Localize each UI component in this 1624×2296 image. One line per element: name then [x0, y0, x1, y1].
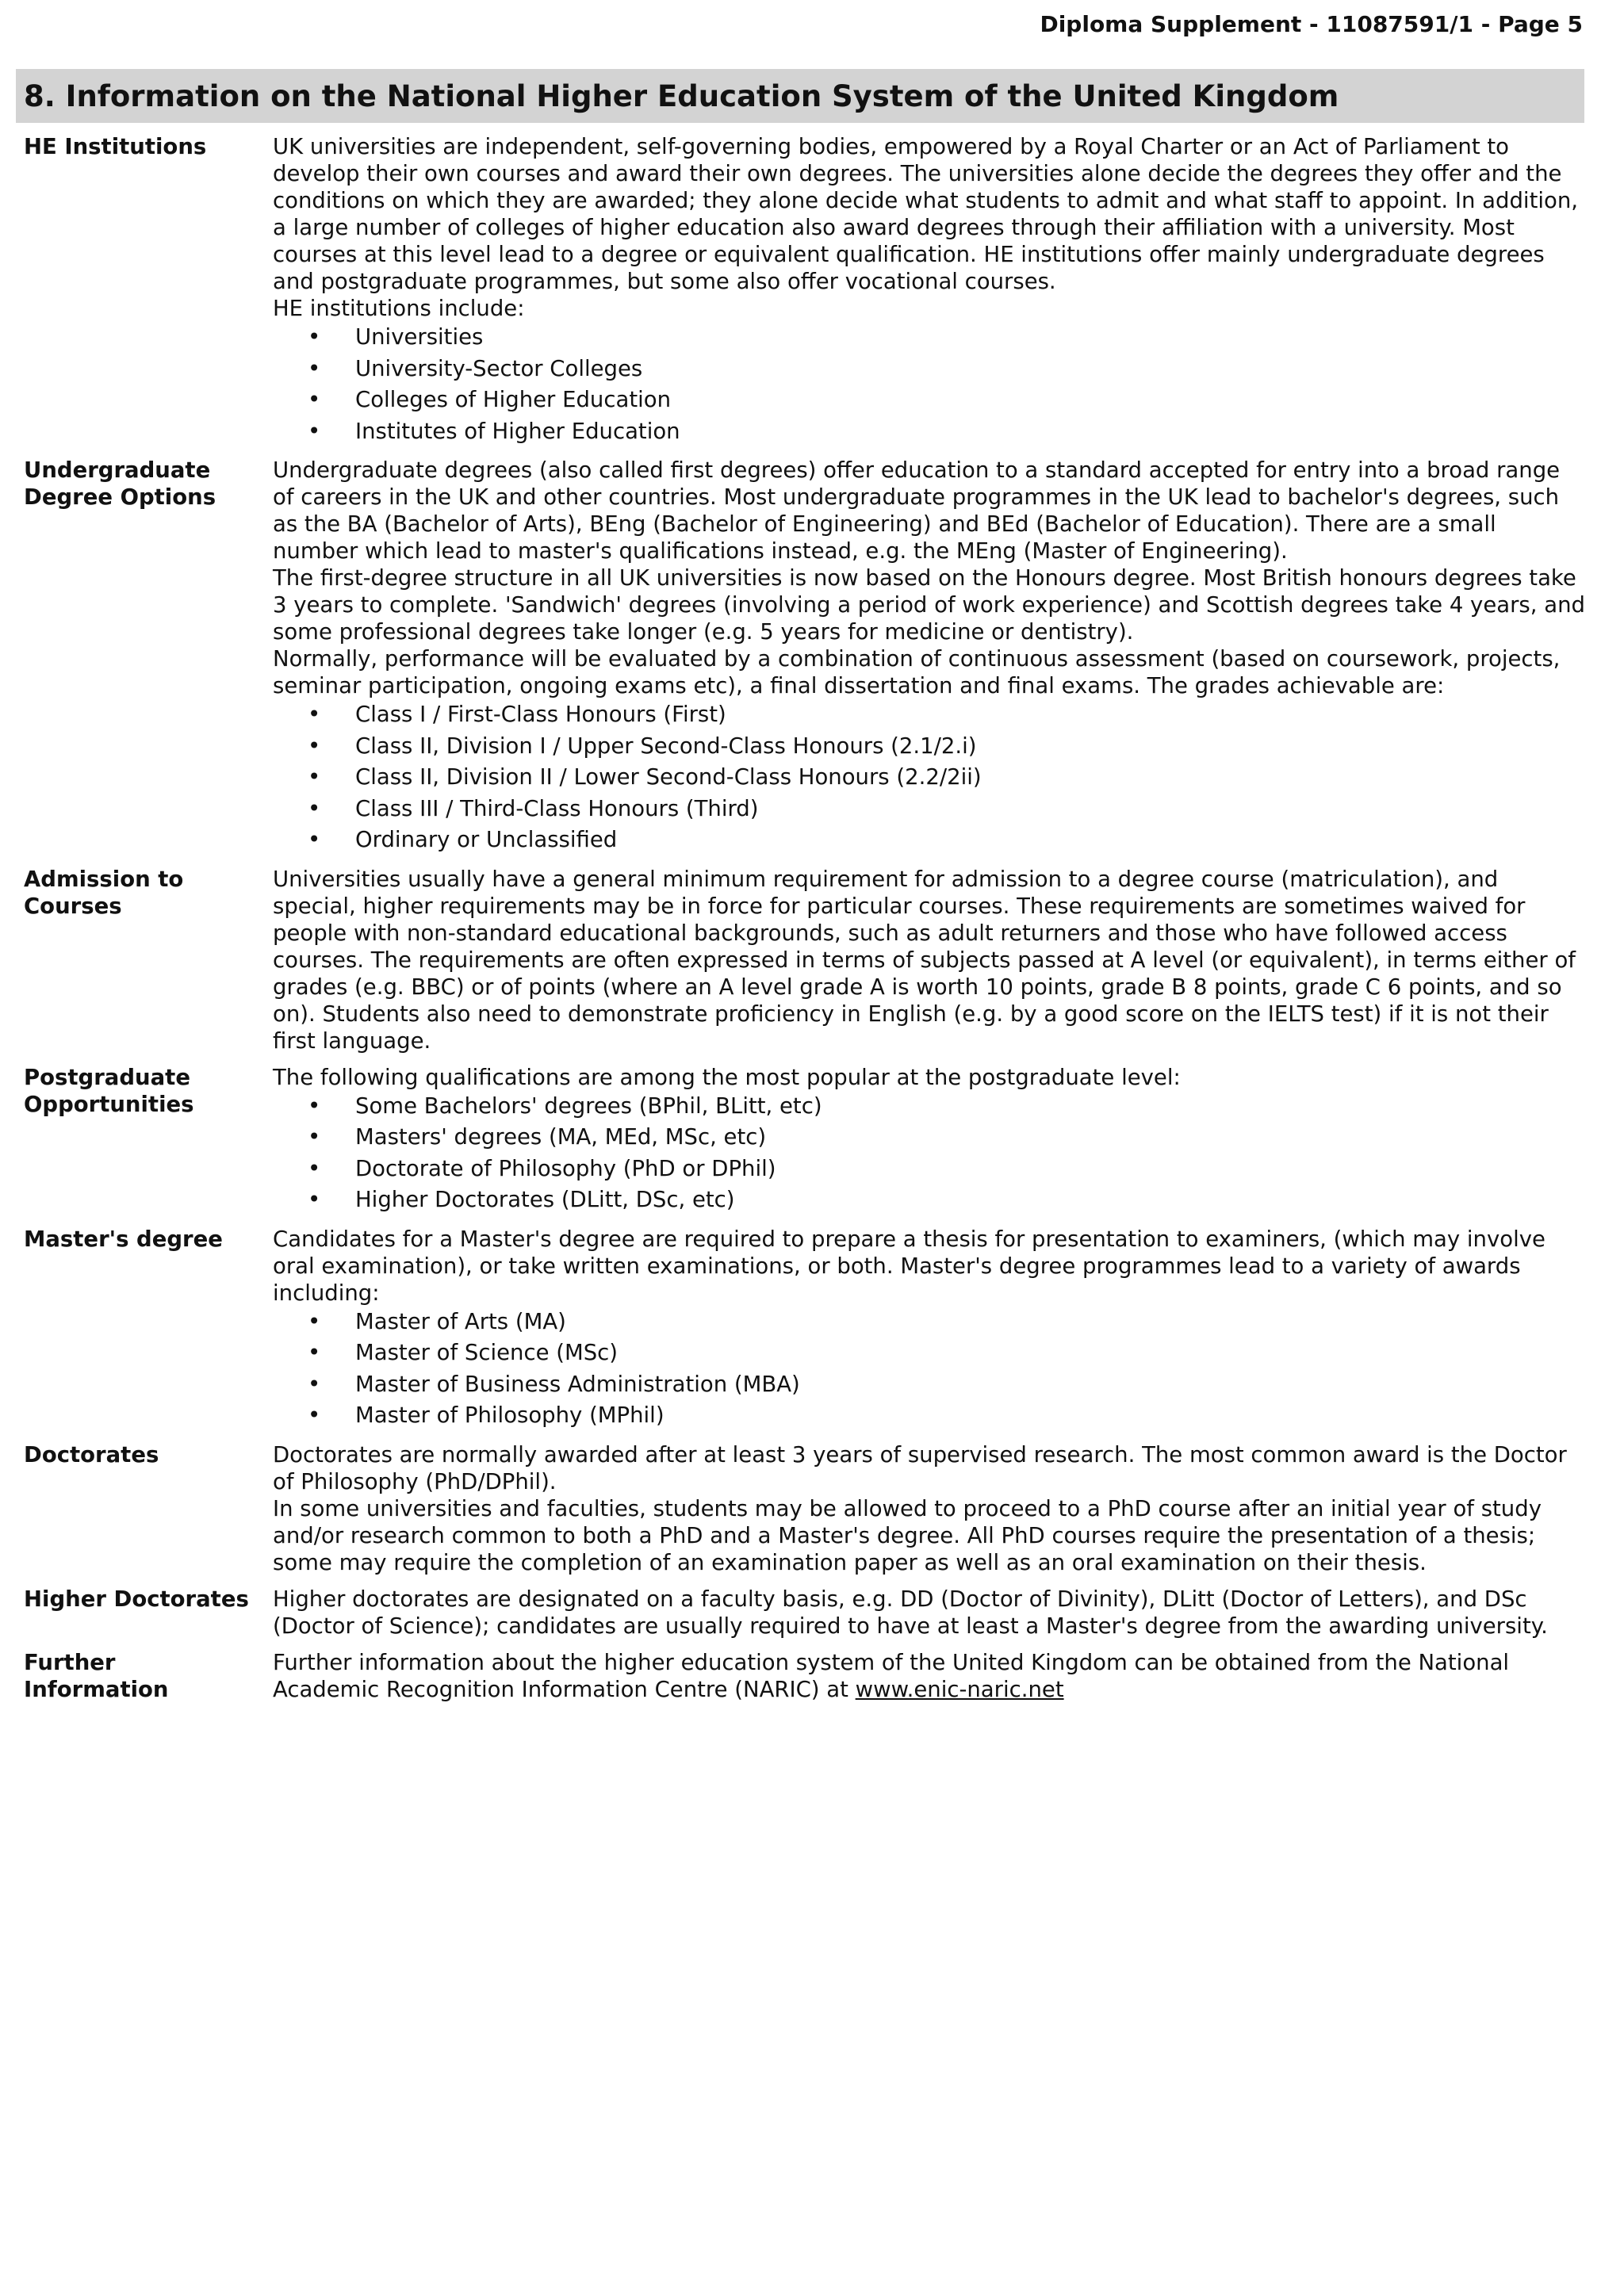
paragraph: Universities usually have a general minimum requirement for admission to a degree course (matriculation), and special, higher requirements may be in force for particular courses. These requirements are sometimes waived for people with non-standard educational backgrounds, such as adult returners and those who have followed access courses. The requirements are often expressed in terms of subjects passed at A level (or equivalent), in terms either of grades (e.g. BBC) or of points (where an A level grade A is worth 10 points, grade B 8 points, grade C 6 points, and so on). Students also need to demonstrate proficiency in English (e.g. by a good score on the IELTS test) if it is not their first language. [273, 866, 1576, 1054]
row-doctorates [24, 1441, 1586, 1576]
row-label-line: Opportunities [24, 1091, 194, 1117]
bullet-icon: • [308, 1340, 321, 1365]
bullet-icon: • [308, 795, 321, 821]
paragraph: The following qualifications are among the most popular at the postgraduate level: [273, 1064, 1181, 1090]
row-label [24, 457, 273, 511]
list-item-text: Colleges of Higher Education [355, 387, 671, 412]
bullet-icon: • [308, 702, 321, 727]
bullet-icon: • [308, 1402, 321, 1428]
row-masters-degree [24, 1226, 1586, 1432]
row-label [24, 1586, 273, 1613]
section-content [24, 133, 1586, 1703]
list-item-text: Master of Science (MSc) [355, 1340, 619, 1365]
section-title-text: 8. Information on the National Higher Education System of the United Kingdom [24, 78, 1339, 113]
list-item-text: Masters' degrees (MA, MEd, MSc, etc) [355, 1124, 767, 1150]
row-admission-to-courses [24, 866, 1586, 1054]
row-label-line: Admission to [24, 866, 184, 892]
row-label-line: Degree Options [24, 484, 216, 510]
bullet-icon: • [308, 387, 321, 412]
paragraph: The first-degree structure in all UK universities is now based on the Honours degree. Most British honours degrees take 3 years to complete. 'Sandwich' degrees (involving a period of work experience) and Scottish degrees take 4 years, and some professional degrees take longer (e.g. 5 years for medicine or dentistry). [273, 565, 1585, 645]
list-item-text: Ordinary or Unclassified [355, 827, 618, 852]
list-item-text: Master of Arts (MA) [355, 1308, 566, 1334]
bullet-icon: • [308, 1124, 321, 1150]
row-label [24, 1649, 273, 1703]
list-item [273, 1184, 1586, 1216]
list-item-text: Class II, Division II / Lower Second-Class Honours (2.2/2ii) [355, 764, 982, 790]
list-item [273, 1122, 1586, 1154]
bullet-list [273, 699, 1586, 856]
row-label-line: HE Institutions [24, 134, 207, 159]
list-item-text: Master of Philosophy (MPhil) [355, 1402, 665, 1428]
bullet-icon: • [308, 764, 321, 790]
list-item-text: Some Bachelors' degrees (BPhil, BLitt, etc) [355, 1093, 822, 1119]
row-body [273, 457, 1586, 856]
row-label-line: Information [24, 1676, 169, 1702]
list-item-text: Higher Doctorates (DLitt, DSc, etc) [355, 1187, 735, 1212]
row-body [273, 1649, 1586, 1703]
row-label [24, 1064, 273, 1118]
bullet-icon: • [308, 1155, 321, 1181]
bullet-list [273, 322, 1586, 447]
bullet-list [273, 1091, 1586, 1216]
list-item-text: Universities [355, 324, 484, 350]
row-body [273, 1226, 1586, 1432]
list-item [273, 1369, 1586, 1401]
row-body [273, 133, 1586, 447]
row-further-information [24, 1649, 1586, 1703]
row-label-line: Further [24, 1649, 116, 1675]
row-label-line: Postgraduate [24, 1064, 190, 1090]
row-body [273, 1586, 1586, 1640]
paragraph: Doctorates are normally awarded after at least 3 years of supervised research. The most common award is the Doctor of Philosophy (PhD/DPhil). [273, 1441, 1567, 1494]
row-undergraduate-degree-options [24, 457, 1586, 856]
list-item [273, 762, 1586, 794]
section-title [16, 69, 1584, 123]
row-label-line: Doctorates [24, 1441, 159, 1468]
row-label [24, 133, 273, 160]
row-body [273, 1064, 1586, 1216]
bullet-icon: • [308, 324, 321, 350]
row-label [24, 866, 273, 920]
paragraph: Normally, performance will be evaluated by a combination of continuous assessment (based on coursework, projects, seminar participation, ongoing exams etc), a final dissertation and final exams. The grades achievable are: [273, 646, 1561, 698]
row-label-line: Undergraduate [24, 457, 211, 483]
list-item-text: Class II, Division I / Upper Second-Class Honours (2.1/2.i) [355, 733, 977, 759]
paragraph: Higher doctorates are designated on a faculty basis, e.g. DD (Doctor of Divinity), DLitt (Doctor of Letters), and DSc (Doctor of Science); candidates are usually required to have at least a Master's degree from the awarding university. [273, 1586, 1548, 1639]
row-label-line: Master's degree [24, 1226, 223, 1252]
paragraph: Undergraduate degrees (also called first degrees) offer education to a standard accepted for entry into a broad range of careers in the UK and other countries. Most undergraduate programmes in the UK lead to bachelor's degrees, such as the BA (Bachelor of Arts), BEng (Bachelor of Engineering) and BEd (Bachelor of Education). There are a small number which lead to master's qualifications instead, e.g. the MEng (Master of Engineering). [273, 457, 1561, 564]
bullet-icon: • [308, 1371, 321, 1397]
list-item [273, 1337, 1586, 1369]
further-info-text: Further information about the higher education system of the United Kingdom can be obtained from the National Academic Recognition Information Centre (NARIC) at [273, 1649, 1510, 1702]
paragraph: UK universities are independent, self-governing bodies, empowered by a Royal Charter or an Act of Parliament to develop their own courses and award their own degrees. The universities alone decide the degrees they offer and the conditions on which they are awarded; they alone decide what students to admit and what staff to appoint. In addition, a large number of colleges of higher education also award degrees through their affiliation with a university. Most courses at this level lead to a degree or equivalent qualification. HE institutions offer mainly undergraduate degrees and postgraduate programmes, but some also offer vocational courses. [273, 134, 1578, 294]
list-item [273, 1154, 1586, 1185]
list-item-text: Doctorate of Philosophy (PhD or DPhil) [355, 1155, 776, 1181]
list-item [273, 699, 1586, 731]
row-he-institutions [24, 133, 1586, 447]
bullet-icon: • [308, 827, 321, 852]
bullet-icon: • [308, 1308, 321, 1334]
list-item [273, 794, 1586, 825]
row-higher-doctorates [24, 1586, 1586, 1640]
row-body [273, 866, 1586, 1054]
row-body [273, 1441, 1586, 1576]
list-item-text: Master of Business Administration (MBA) [355, 1371, 800, 1397]
row-postgraduate-opportunities [24, 1064, 1586, 1216]
list-item [273, 1091, 1586, 1123]
row-label [24, 1226, 273, 1253]
bullet-icon: • [308, 1187, 321, 1212]
list-item-text: Class I / First-Class Honours (First) [355, 702, 726, 727]
list-item [273, 1400, 1586, 1432]
bullet-icon: • [308, 355, 321, 381]
paragraph [273, 1649, 1586, 1703]
list-item [273, 825, 1586, 856]
list-item [273, 416, 1586, 448]
list-item-text: University-Sector Colleges [355, 355, 643, 381]
bullet-icon: • [308, 733, 321, 759]
list-item-text: Class III / Third-Class Honours (Third) [355, 795, 759, 821]
bullet-icon: • [308, 1093, 321, 1119]
paragraph: HE institutions include: [273, 296, 525, 321]
row-label-line: Courses [24, 893, 122, 919]
list-item [273, 731, 1586, 763]
paragraph: In some universities and faculties, students may be allowed to proceed to a PhD course after an initial year of study and/or research common to both a PhD and a Master's degree. All PhD courses require the presentation of a thesis; some may require the completion of an examination paper as well as an oral examination on their thesis. [273, 1495, 1542, 1575]
list-item-text: Institutes of Higher Education [355, 418, 680, 444]
row-label [24, 1441, 273, 1468]
list-item [273, 354, 1586, 385]
list-item [273, 1307, 1586, 1338]
page-header: Diploma Supplement - 11087591/1 - Page 5 [1040, 11, 1583, 37]
bullet-list [273, 1307, 1586, 1432]
list-item [273, 322, 1586, 354]
list-item [273, 385, 1586, 416]
naric-link[interactable]: www.enic-naric.net [855, 1676, 1064, 1702]
row-label-line: Higher Doctorates [24, 1586, 249, 1612]
bullet-icon: • [308, 418, 321, 444]
paragraph: Candidates for a Master's degree are required to prepare a thesis for presentation to examiners, (which may involve oral examination), or take written examinations, or both. Master's degree programmes lead to a variety of awards including: [273, 1226, 1545, 1306]
